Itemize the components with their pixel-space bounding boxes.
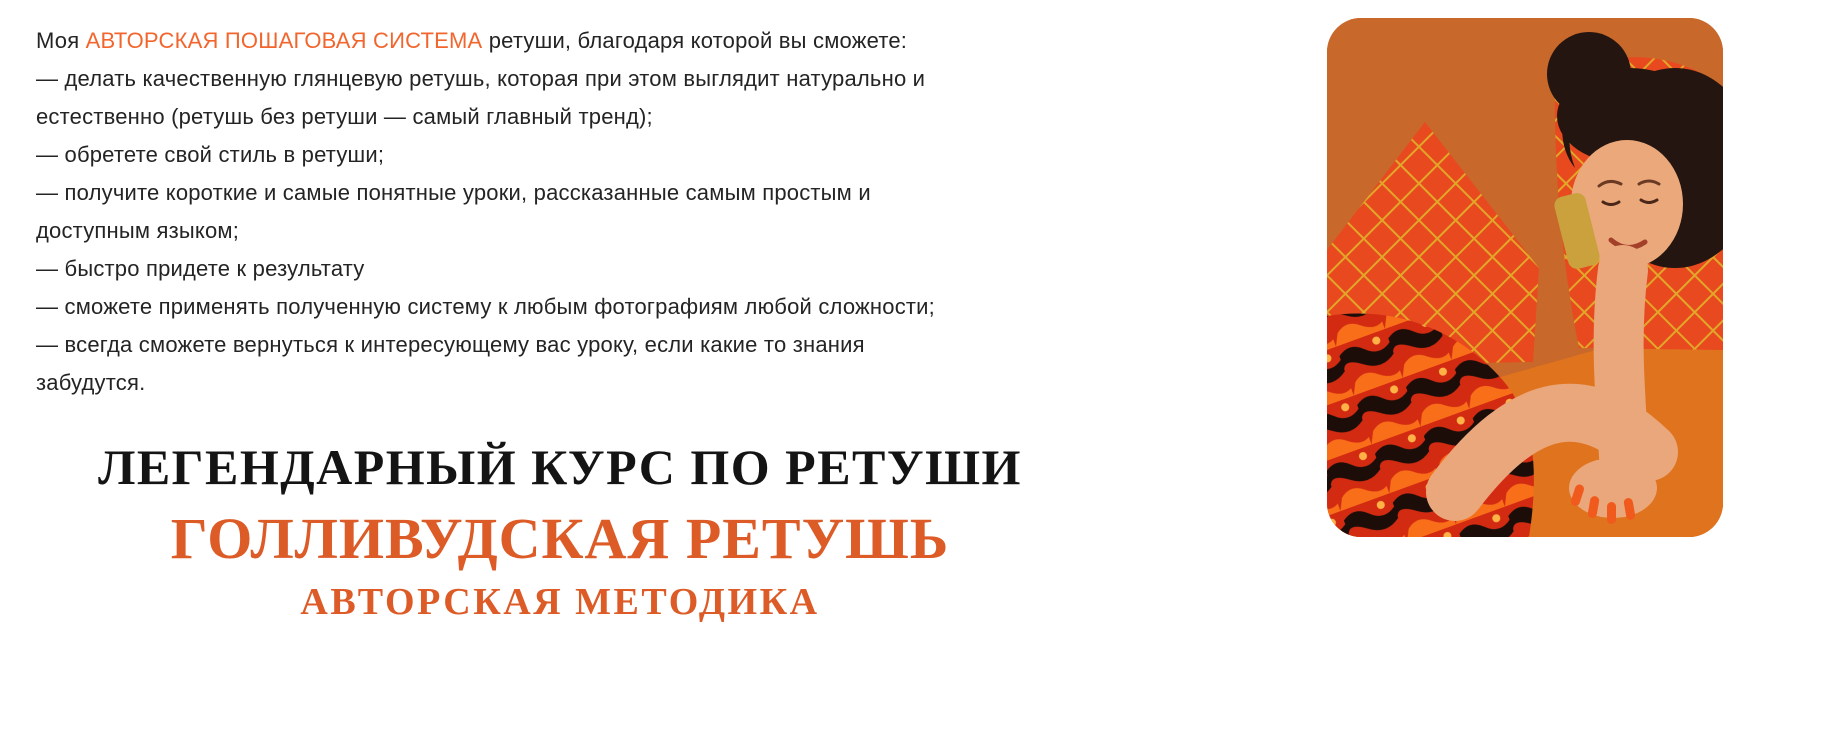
course-photo: [1327, 18, 1723, 537]
intro-line: [36, 22, 976, 60]
benefits-copy: [36, 22, 976, 402]
course-title-block: [0, 440, 1120, 624]
benefit-item: — всегда сможете вернуться к интересующему вас уроку, если какие то знания забудутся.: [36, 332, 865, 395]
benefit-item: — делать качественную глянцевую ретушь, которая при этом выглядит натурально и естественно (ретушь без ретуши — самый главный тренд);: [36, 66, 926, 129]
intro-suffix: ретуши, благодаря которой вы сможете:: [482, 28, 908, 53]
benefit-item: — быстро придете к результату: [36, 256, 365, 281]
intro-highlight: АВТОРСКАЯ ПОШАГОВАЯ СИСТЕМА: [85, 28, 483, 53]
benefit-item: — получите короткие и самые понятные уроки, рассказанные самым простым и доступным языком;: [36, 180, 871, 243]
course-subtitle: ГОЛЛИВУДСКАЯ РЕТУШЬ: [170, 506, 950, 571]
course-tagline: АВТОРСКАЯ МЕТОДИКА: [300, 580, 820, 623]
benefit-item: — сможете применять полученную систему к любым фотографиям любой сложности;: [36, 294, 935, 319]
benefit-item: — обретете свой стиль в ретуши;: [36, 142, 385, 167]
course-description-section: [36, 22, 1096, 402]
course-title: ЛЕГЕНДАРНЫЙ КУРС ПО РЕТУШИ: [98, 439, 1022, 495]
course-photo-illustration: [1327, 18, 1723, 537]
forearm: [1619, 270, 1625, 476]
intro-prefix: Моя: [36, 28, 86, 53]
